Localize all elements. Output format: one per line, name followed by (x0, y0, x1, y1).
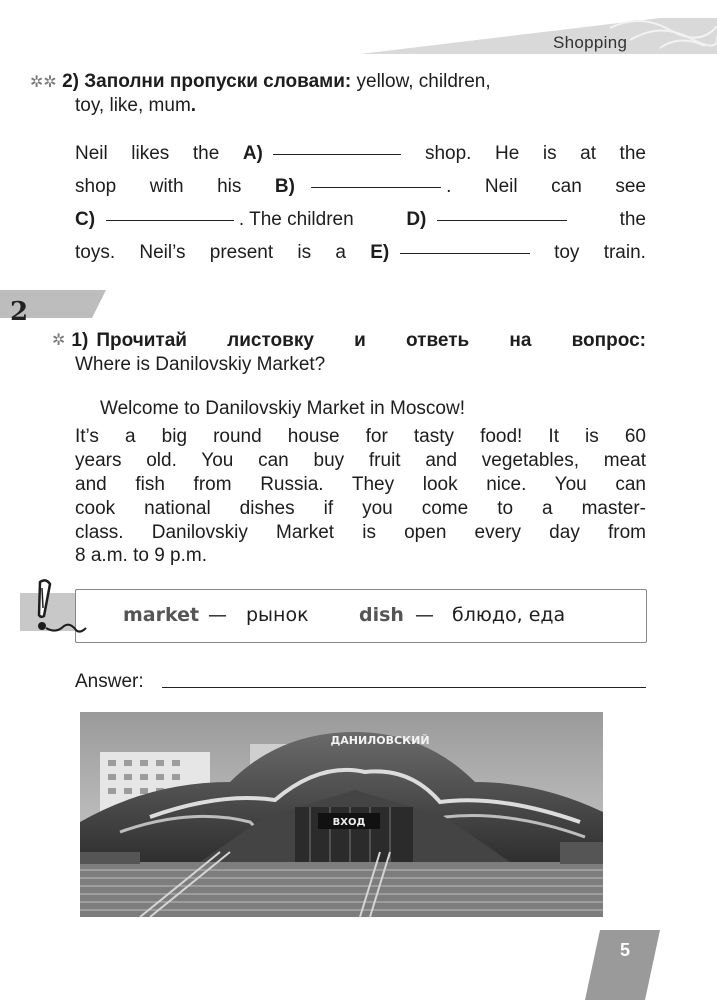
leaflet-line: cook national dishes if you come to a master- (75, 498, 646, 519)
blank-b[interactable] (311, 186, 441, 188)
word: a (335, 242, 346, 263)
fill-row-4 (75, 242, 646, 264)
task2-words-line2: toy, like, mum (75, 95, 191, 116)
fill-row-2 (75, 176, 646, 198)
blank-a[interactable] (273, 153, 401, 155)
word: at (580, 143, 596, 164)
photo-market-sign: ДАНИЛОВСКИЙ (330, 734, 430, 747)
task2-dot: . (190, 95, 197, 116)
word: Neil (75, 143, 108, 164)
task1-instruction: Прочитай листовку и ответь на вопрос: (96, 330, 646, 351)
gap-label-b: B) (274, 176, 295, 197)
task2-number: 2) (62, 71, 79, 92)
gap-label-e: E) (370, 242, 390, 263)
vocab-translation-market: рынок (246, 604, 309, 626)
leaflet-line: and fish from Russia. They look nice. You can (75, 474, 646, 495)
fill-row-3 (75, 209, 646, 231)
word: . (446, 176, 452, 197)
leaflet-line: It’s a big round house for tasty food! It is 60 (75, 426, 646, 447)
blank-d[interactable] (437, 219, 567, 221)
task2-heading (30, 70, 650, 94)
gap-label-d: D) (406, 209, 427, 230)
leaflet-body (75, 425, 646, 545)
word: train. (603, 242, 646, 263)
photo-entrance-sign: ВХОД (332, 817, 366, 828)
word: the (192, 143, 220, 164)
answer-line[interactable] (162, 687, 646, 688)
blank-e[interactable] (400, 252, 530, 254)
word: toy (554, 242, 580, 263)
task1-heading (52, 329, 646, 352)
word: with (149, 176, 184, 197)
difficulty-star-icon: ✲✲ (30, 74, 57, 91)
word: is (542, 143, 557, 164)
exclamation-icon (30, 578, 90, 640)
gap-label-c: C) (75, 209, 96, 230)
vocab-dash: — (208, 604, 227, 626)
word: shop (75, 176, 117, 197)
word: present (209, 242, 274, 263)
page-number: 5 (620, 940, 631, 960)
difficulty-star-icon: ✲ (52, 332, 66, 349)
task2-words-line2-row (75, 94, 196, 117)
word: Neil (484, 176, 518, 197)
vocab-word-dish: dish (359, 604, 404, 626)
word: toys. (75, 242, 116, 263)
word: is (297, 242, 312, 263)
vocab-dash: — (415, 604, 434, 626)
word: likes (131, 143, 170, 164)
gap-label-a: A) (242, 143, 263, 164)
word: see (615, 176, 646, 197)
leaflet-title: Welcome to Danilovskiy Market in Moscow! (100, 398, 465, 419)
word: . The children (238, 209, 354, 230)
blank-c[interactable] (106, 219, 234, 221)
word: Neil’s (139, 242, 186, 263)
word: He (495, 143, 520, 164)
leaflet-last-line: 8 a.m. to 9 p.m. (75, 545, 207, 566)
section-number: 2 (10, 297, 29, 327)
word: the (619, 209, 646, 230)
task1-number: 1) (71, 330, 89, 351)
word: shop. (424, 143, 472, 164)
word: can (551, 176, 582, 197)
word: the (619, 143, 646, 164)
task2-instruction: Заполни пропуски словами: (84, 71, 352, 92)
task2-words-line1: yellow, children, (356, 71, 491, 92)
vocab-word-market: market (123, 604, 200, 626)
leaflet-line: class. Danilovskiy Market is open every day from (75, 522, 646, 543)
market-photo (80, 712, 603, 917)
vocab-translation-dish: блюдо, еда (452, 604, 566, 626)
task1-question: Where is Danilovskiy Market? (75, 354, 326, 375)
header-band (360, 18, 717, 54)
answer-label: Answer: (75, 671, 144, 692)
fill-row-1 (75, 143, 646, 165)
leaflet-line: years old. You can buy fruit and vegetables, meat (75, 450, 646, 471)
vocabulary-box (75, 589, 647, 643)
word: his (217, 176, 242, 197)
section-title: Shopping (553, 33, 628, 52)
